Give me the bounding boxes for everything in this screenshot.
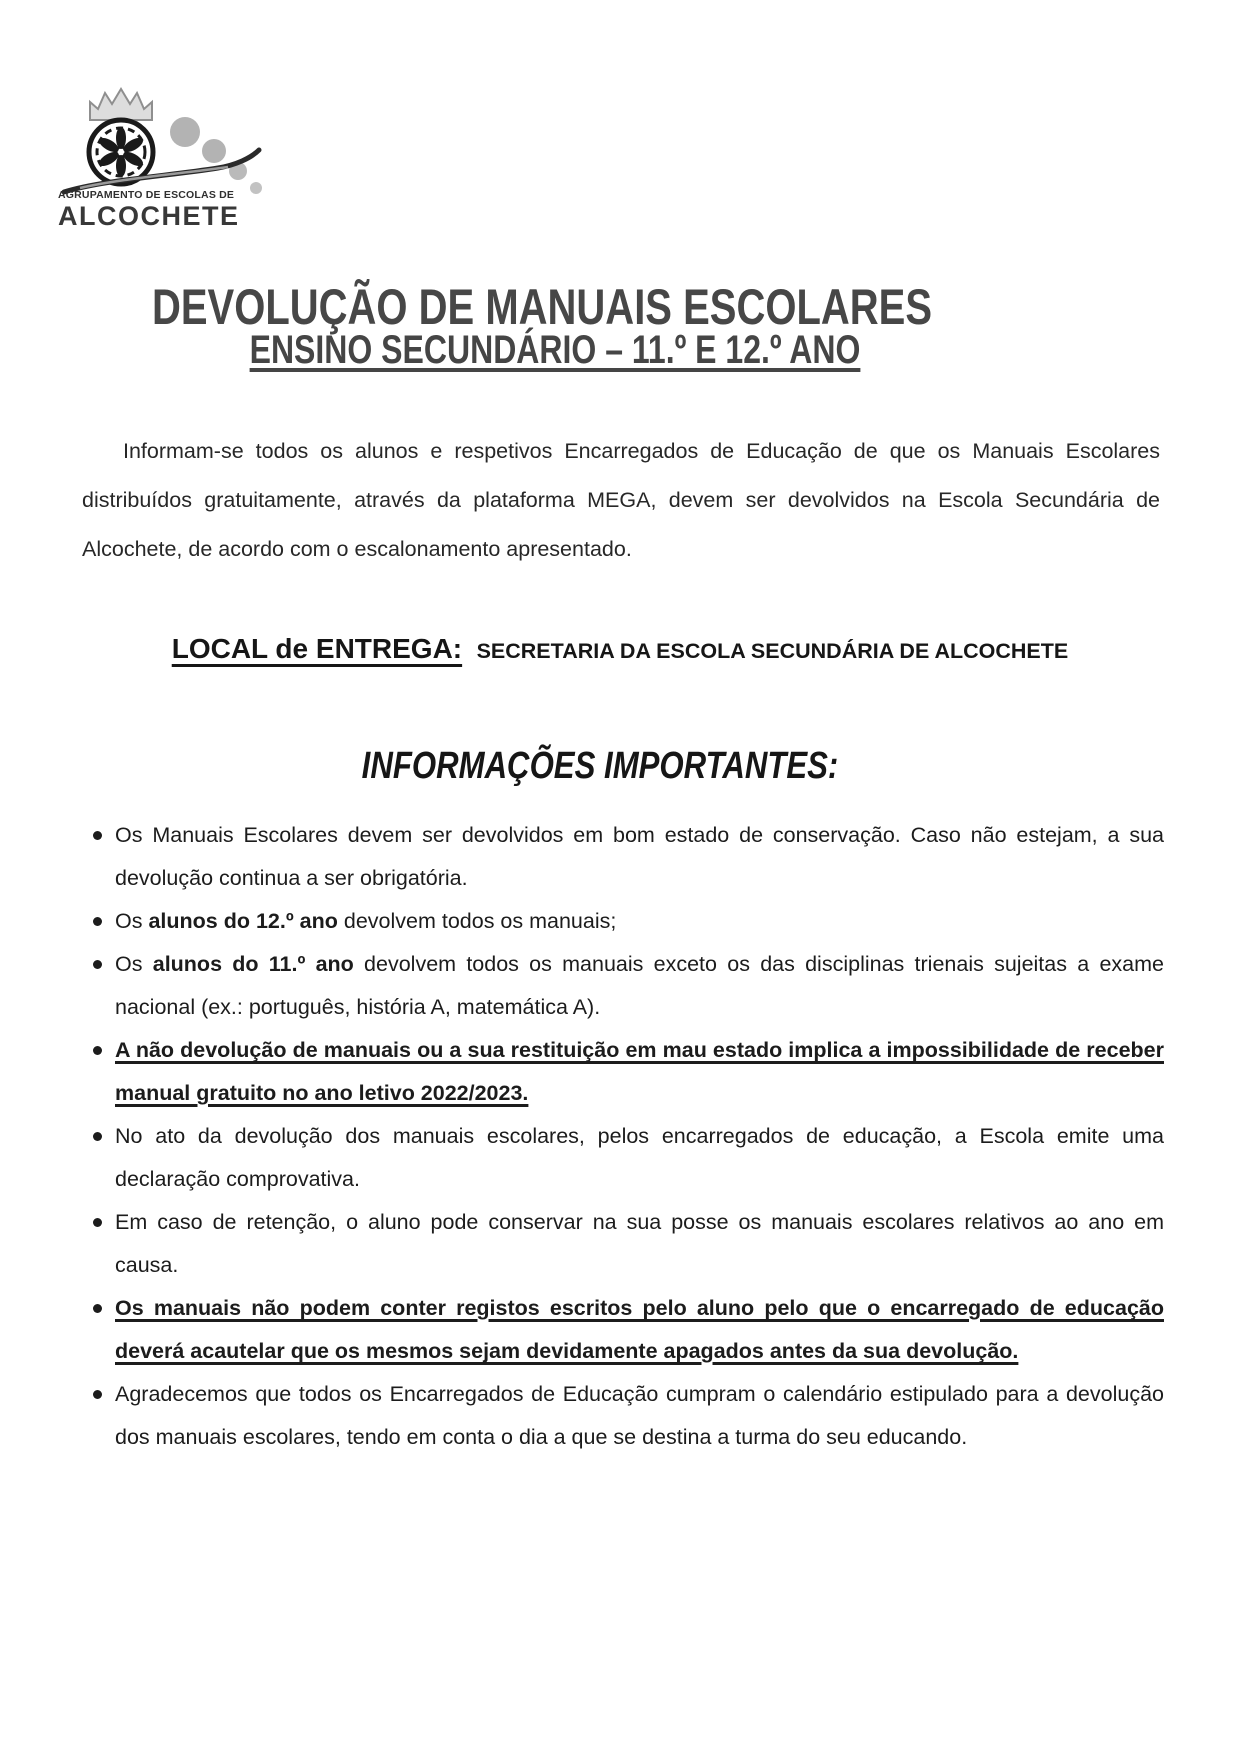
page-subtitle: ENSINO SECUNDÁRIO – 11.º E 12.º ANO xyxy=(249,328,861,372)
logo-org-name: ALCOCHETE xyxy=(58,201,240,231)
list-item-text: Em caso de retenção, o aluno pode conservar na sua posse os manuais escolares relativos ao ano em causa. xyxy=(115,1210,1164,1277)
list-item-text: Os Manuais Escolares devem ser devolvidos em bom estado de conservação. Caso não estejam, a sua devolução continua a ser obrigatória. xyxy=(115,823,1164,890)
intro-paragraph: Informam-se todos os alunos e respetivos Encarregados de Educação de que os Manuais Escolares distribuídos gratuitamente, através da plataforma MEGA, devem ser devolvidos na Escola Secundária de Alcochete, de acordo com o escalonamento apresentado. xyxy=(82,439,1160,561)
list-item-text: devolvem todos os manuais; xyxy=(337,909,617,933)
list-item-text: No ato da devolução dos manuais escolares, pelos encarregados de educação, a Escola emite uma declaração comprovativa. xyxy=(115,1124,1164,1191)
rosette-icon xyxy=(89,120,153,184)
delivery-location-line xyxy=(0,633,1240,665)
list-item xyxy=(82,943,1164,1029)
list-item-text: alunos do 11.º ano xyxy=(152,952,354,976)
list-item-text: A não devolução de manuais ou a sua restituição em mau estado implica a impossibilidade de receber manual gratuito no ano letivo 2022/2023. xyxy=(115,1038,1164,1105)
list-item-text: Os xyxy=(115,909,149,933)
logo-org-line: AGRUPAMENTO DE ESCOLAS DE xyxy=(58,189,235,201)
list-item-text: Agradecemos que todos os Encarregados de Educação cumpram o calendário estipulado para a devolução dos manuais escolares, tendo em conta o dia a que se destina a turma do seu educando. xyxy=(115,1382,1164,1449)
list-item xyxy=(82,1287,1164,1373)
info-list xyxy=(82,814,1164,1459)
list-item-text: devolvem todos os manuais exceto os das disciplinas trienais sujeitas a exame nacional (ex.: português, história A, matemática A). xyxy=(115,952,1164,1019)
list-item-text: Os manuais não podem conter registos escritos pelo aluno pelo que o encarregado de educação deverá acautelar que os mesmos sejam devidamente apagados antes da sua devolução. xyxy=(115,1296,1164,1363)
school-logo-emblem xyxy=(58,80,268,198)
page-title: DEVOLUÇÃO DE MANUAIS ESCOLARES xyxy=(151,279,933,335)
list-item xyxy=(82,1201,1164,1287)
delivery-location-value: SECRETARIA DA ESCOLA SECUNDÁRIA DE ALCOCHETE xyxy=(476,639,1069,663)
important-info-section xyxy=(82,814,1164,1459)
school-logo xyxy=(58,80,288,232)
list-item xyxy=(82,1029,1164,1115)
list-item xyxy=(82,1115,1164,1201)
list-item xyxy=(82,1373,1164,1459)
list-item xyxy=(82,900,1164,943)
list-item-text: Os xyxy=(115,952,153,976)
crown-icon xyxy=(90,89,152,120)
important-info-heading: INFORMAÇÕES IMPORTANTES: xyxy=(361,745,839,787)
delivery-location-label: LOCAL de ENTREGA: xyxy=(171,633,463,664)
list-item-text: alunos do 12.º ano xyxy=(148,909,338,933)
list-item xyxy=(82,814,1164,900)
